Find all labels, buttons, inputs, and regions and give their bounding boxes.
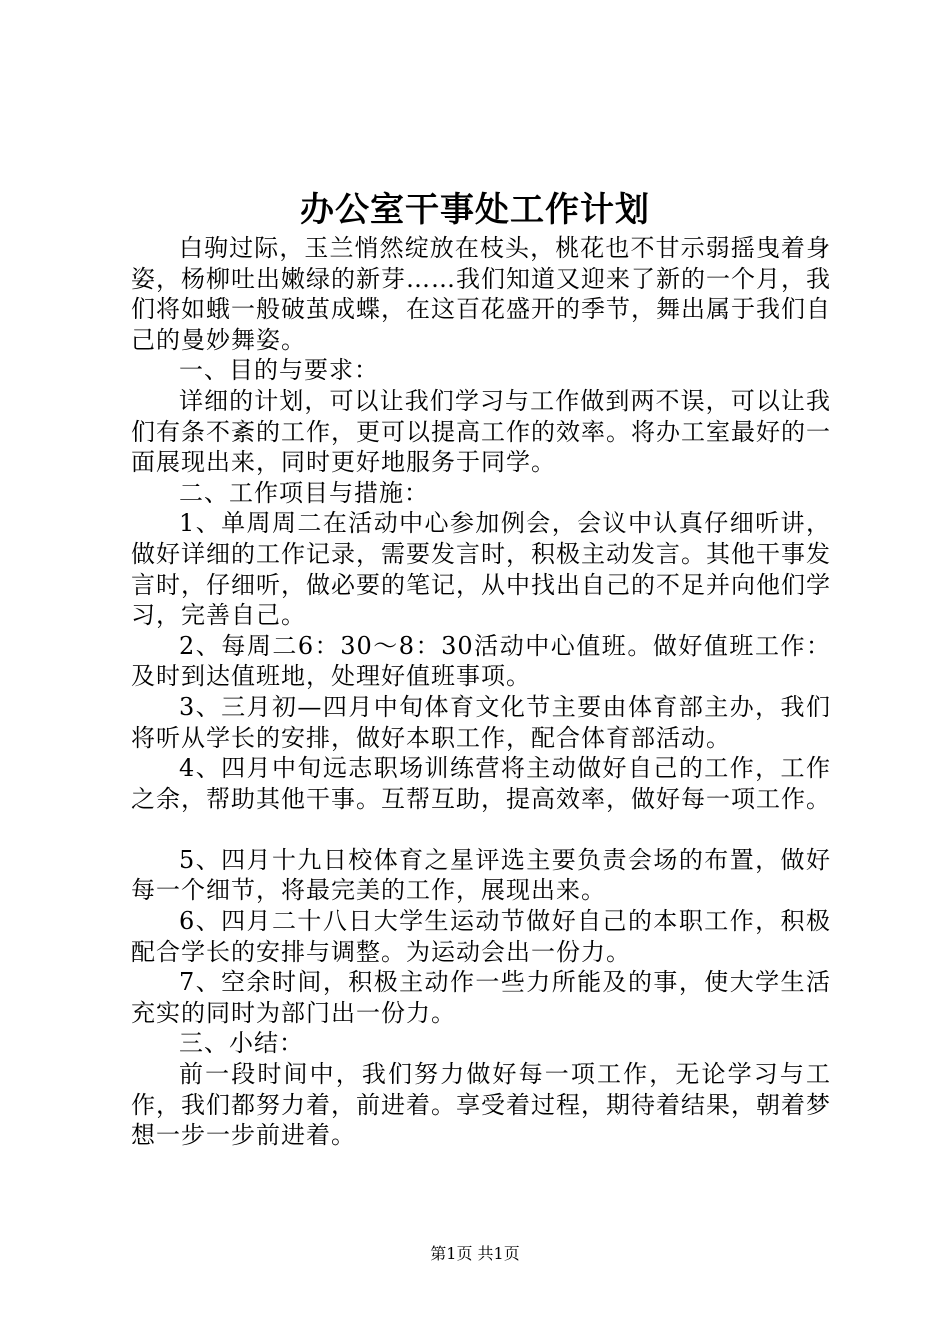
list-item-measure-7: 7、空余时间，积极主动作一些力所能及的事，使大学生活充实的同时为部门出一份力。 [131,968,831,1027]
section-heading-purpose: 一、目的与要求： [179,356,379,385]
document-title: 办公室干事处工作计划 [300,190,650,230]
list-item-measure-2: 2、每周二6：30～8：30活动中心值班。做好值班工作：及时到达值班地，处理好值班事项。 [131,631,831,691]
paragraph-purpose: 详细的计划，可以让我们学习与工作做到两不误，可以让我们有条不紊的工作，更可以提高工作的效率。将办工室最好的一面展现出来，同时更好地服务于同学。 [131,386,831,477]
paragraph-summary: 前一段时间中，我们努力做好每一项工作，无论学习与工作，我们都努力着，前进着。享受着过程，期待着结果，朝着梦想一步一步前进着。 [131,1060,831,1150]
list-item-measure-4: 4、四月中旬远志职场训练营将主动做好自己的工作，工作之余，帮助其他干事。互帮互助，提高效率，做好每一项工作。 [131,754,831,813]
section-heading-summary: 三、小结： [179,1029,304,1058]
list-item-measure-5: 5、四月十九日校体育之星评选主要负责会场的布置，做好每一个细节，将最完美的工作，展现出来。 [131,845,831,905]
list-item-measure-3: 3、三月初—四月中旬体育文化节主要由体育部主办，我们将听从学长的安排，做好本职工作，配合体育部活动。 [131,692,831,752]
section-heading-measures: 二、工作项目与措施： [179,478,429,507]
list-item-measure-6: 6、四月二十八日大学生运动节做好自己的本职工作，积极配合学长的安排与调整。为运动会出一份力。 [131,907,831,966]
page-footer: 第1页 共1页 [430,1244,520,1263]
paragraph-intro: 白驹过际，玉兰悄然绽放在枝头，桃花也不甘示弱摇曳着身姿，杨柳吐出嫩绿的新芽……我们知道又迎来了新的一个月，我们将如蛾一般破茧成蝶，在这百花盛开的季节，舞出属于我们自己的曼妙舞姿。 [131,234,831,354]
list-item-measure-1: 1、单周周二在活动中心参加例会，会议中认真仔细听讲，做好详细的工作记录，需要发言时，积极主动发言。其他干事发言时，仔细听，做必要的笔记，从中找出自己的不足并向他们学习，完善自己。 [131,509,831,630]
document-body [131,233,831,1151]
